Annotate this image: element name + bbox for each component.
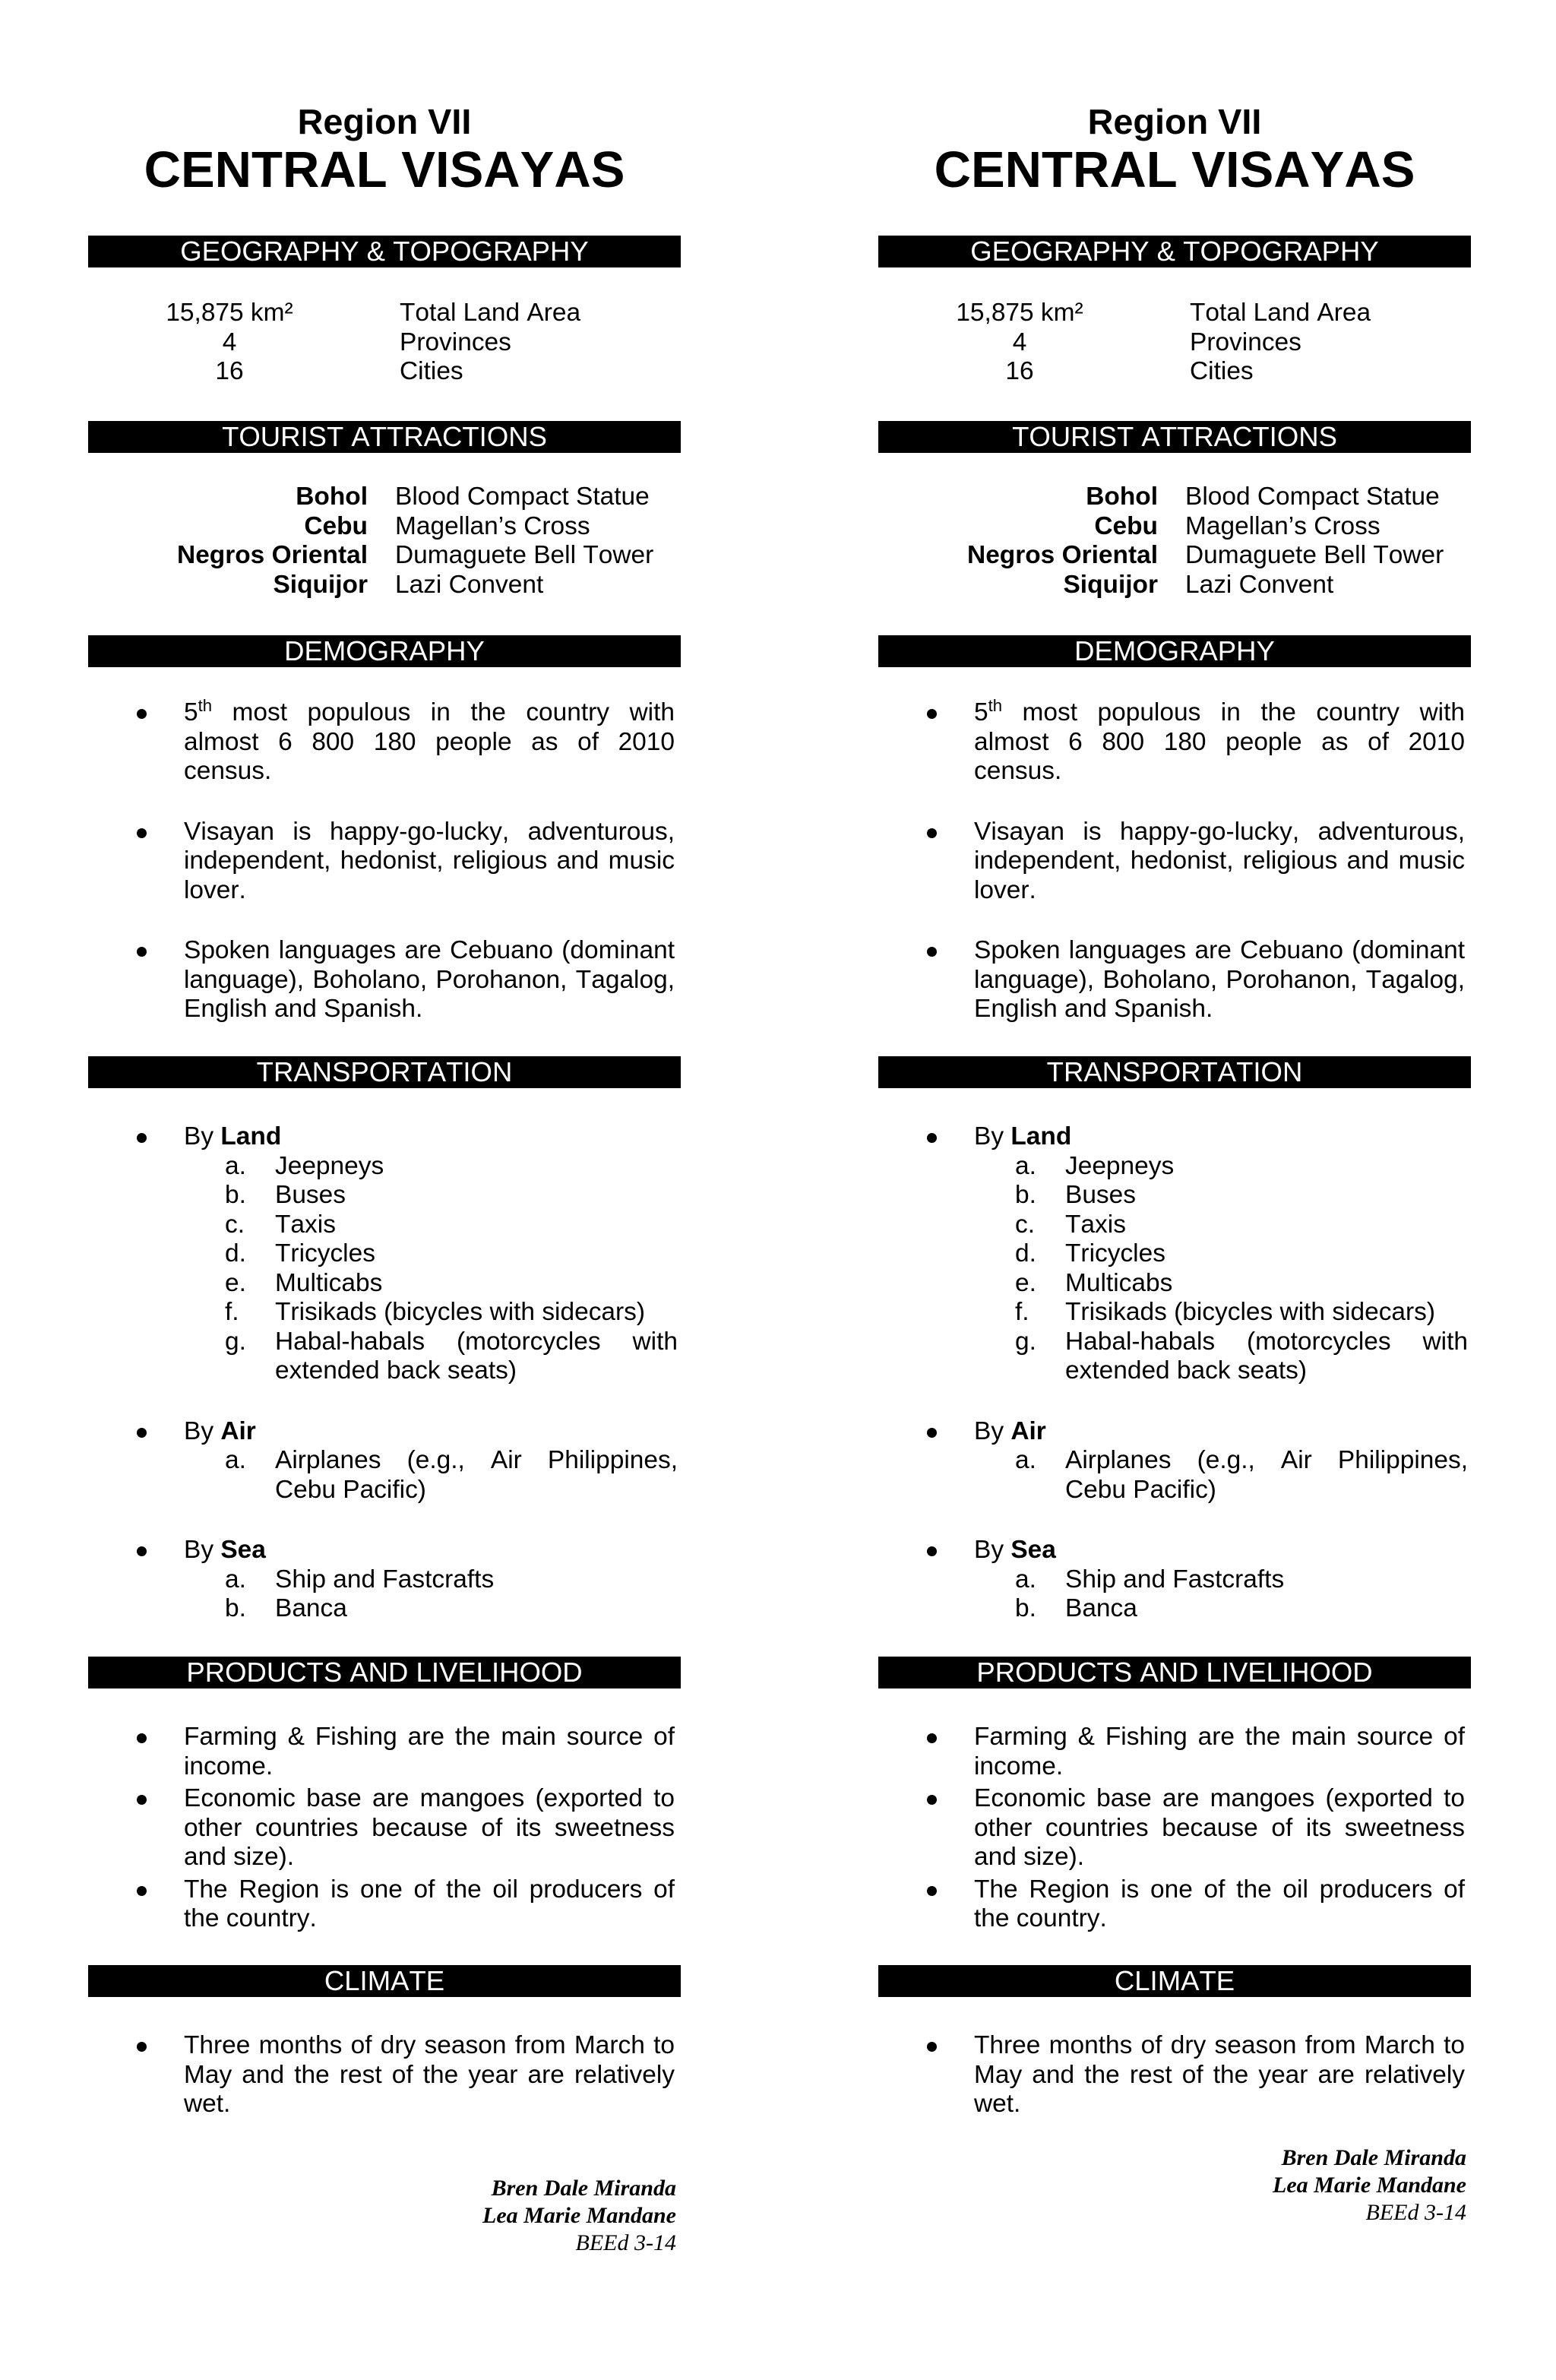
transport-option bbox=[225, 1327, 678, 1386]
province-name: Negros Oriental bbox=[177, 541, 368, 569]
transport-mode-land bbox=[184, 1122, 678, 1386]
point-text: most populous in the country with almost 6 800 180 people as of 2010 census. bbox=[974, 698, 1465, 785]
option-marker: b. bbox=[225, 1594, 246, 1622]
geo-value: 15,875 km² bbox=[166, 299, 293, 327]
option-marker: a. bbox=[225, 1446, 246, 1474]
region-name-title: CENTRAL VISAYAS bbox=[934, 141, 1415, 198]
climate-list bbox=[974, 2031, 1465, 2119]
option-text: Trisikads (bicycles with sidecars) bbox=[1065, 1298, 1436, 1326]
ordinal-number: 5 bbox=[184, 698, 198, 726]
product-point: Farming & Fishing are the main source of income. bbox=[974, 1723, 1465, 1780]
transport-option bbox=[225, 1298, 678, 1328]
geo-value: 15,875 km² bbox=[956, 299, 1083, 327]
mode-name: Land bbox=[1010, 1122, 1072, 1150]
section-header-climate: CLIMATE bbox=[88, 1965, 681, 1997]
option-text: Banca bbox=[1065, 1594, 1137, 1622]
ordinal-suffix: th bbox=[988, 695, 1003, 715]
option-text: Taxis bbox=[1065, 1210, 1126, 1239]
section-header-tourist-attractions: TOURIST ATTRACTIONS bbox=[88, 421, 681, 453]
geo-row bbox=[88, 328, 681, 358]
option-text: Habal-habals (motorcycles with extended back seats) bbox=[1065, 1327, 1468, 1385]
province-name: Bohol bbox=[1086, 483, 1158, 511]
section-header-transportation: TRANSPORTATION bbox=[88, 1056, 681, 1088]
transport-option bbox=[225, 1210, 678, 1240]
option-text: Airplanes (e.g., Air Philippines, Cebu Pacific) bbox=[1065, 1446, 1468, 1504]
product-point: The Region is one of the oil producers of the country. bbox=[184, 1875, 675, 1932]
mode-prefix: By bbox=[974, 1122, 1004, 1150]
mode-heading bbox=[184, 1417, 678, 1447]
attraction-row bbox=[878, 483, 1471, 512]
geo-row bbox=[878, 328, 1471, 358]
transport-mode-sea bbox=[974, 1536, 1468, 1624]
author-name: Bren Dale Miranda bbox=[1281, 2145, 1466, 2170]
option-marker: g. bbox=[1015, 1327, 1036, 1356]
geo-row bbox=[88, 357, 681, 387]
transportation-list bbox=[974, 1122, 1468, 1655]
option-marker: a. bbox=[1015, 1565, 1036, 1594]
transport-option bbox=[225, 1268, 678, 1299]
section-header-products: PRODUCTS AND LIVELIHOOD bbox=[878, 1657, 1471, 1688]
region-number: Region VII bbox=[1087, 102, 1262, 141]
section-header-demography: DEMOGRAPHY bbox=[878, 635, 1471, 667]
transportation-list bbox=[184, 1122, 678, 1655]
course-section: BEEd 3-14 bbox=[1365, 2200, 1466, 2225]
transport-option bbox=[1015, 1268, 1468, 1299]
point-text: Spoken languages are Cebuano (dominant language), Boholano, Porohanon, Tagalog, English and Spanish. bbox=[184, 936, 675, 1023]
demography-point bbox=[974, 936, 1465, 1024]
option-marker: b. bbox=[225, 1181, 246, 1209]
geography-facts bbox=[88, 299, 681, 387]
option-marker: b. bbox=[1015, 1181, 1036, 1209]
option-text: Multicabs bbox=[275, 1268, 383, 1297]
option-text: Tricycles bbox=[1065, 1239, 1165, 1268]
option-text: Ship and Fastcrafts bbox=[275, 1565, 495, 1594]
option-marker: e. bbox=[225, 1268, 246, 1297]
option-marker: a. bbox=[1015, 1151, 1036, 1180]
transport-option bbox=[1015, 1298, 1468, 1328]
section-header-geography: GEOGRAPHY & TOPOGRAPHY bbox=[878, 236, 1471, 267]
transport-option bbox=[1015, 1181, 1468, 1211]
option-text: Jeepneys bbox=[1065, 1151, 1175, 1180]
demography-list bbox=[974, 695, 1465, 1055]
option-text: Tricycles bbox=[275, 1239, 375, 1268]
transport-option bbox=[1015, 1210, 1468, 1240]
province-name: Negros Oriental bbox=[967, 541, 1158, 569]
geo-row bbox=[88, 299, 681, 328]
product-point: Economic base are mangoes (exported to other countries because of its sweetness and size). bbox=[184, 1784, 675, 1871]
product-point: Farming & Fishing are the main source of income. bbox=[184, 1723, 675, 1780]
demography-point bbox=[974, 818, 1465, 906]
section-header-products: PRODUCTS AND LIVELIHOOD bbox=[88, 1657, 681, 1688]
demography-point bbox=[184, 695, 675, 786]
transport-options bbox=[1015, 1446, 1468, 1505]
attraction-name: Magellan’s Cross bbox=[1185, 511, 1380, 540]
products-list bbox=[184, 1723, 675, 1937]
course-section: BEEd 3-14 bbox=[575, 2230, 676, 2255]
mode-prefix: By bbox=[974, 1536, 1004, 1564]
product-point: The Region is one of the oil producers of the country. bbox=[974, 1875, 1465, 1932]
mode-heading bbox=[184, 1122, 678, 1152]
transport-option bbox=[225, 1446, 678, 1505]
demography-point bbox=[974, 695, 1465, 786]
ordinal-number: 5 bbox=[974, 698, 988, 726]
climate-point: Three months of dry season from March to May and the rest of the year are relatively wet. bbox=[974, 2031, 1465, 2118]
mode-heading bbox=[974, 1417, 1468, 1447]
handout-column-right bbox=[878, 0, 1471, 2380]
option-text: Trisikads (bicycles with sidecars) bbox=[275, 1298, 646, 1326]
attraction-name: Lazi Convent bbox=[395, 570, 544, 599]
product-point: Economic base are mangoes (exported to other countries because of its sweetness and size). bbox=[974, 1784, 1465, 1871]
demography-point bbox=[184, 818, 675, 906]
option-text: Taxis bbox=[275, 1210, 336, 1239]
attraction-row bbox=[88, 512, 681, 542]
point-text: Visayan is happy-go-lucky, adventurous, independent, hedonist, religious and music lover. bbox=[184, 817, 675, 904]
transport-options bbox=[1015, 1151, 1468, 1386]
transport-options bbox=[225, 1565, 678, 1624]
mode-prefix: By bbox=[184, 1122, 214, 1150]
author-name: Lea Marie Mandane bbox=[1273, 2173, 1466, 2198]
option-marker: e. bbox=[1015, 1268, 1036, 1297]
products-list bbox=[974, 1723, 1465, 1937]
option-marker: f. bbox=[1015, 1298, 1029, 1326]
transport-mode-sea bbox=[184, 1536, 678, 1624]
section-header-transportation: TRANSPORTATION bbox=[878, 1056, 1471, 1088]
option-marker: a. bbox=[225, 1565, 246, 1594]
tourist-attractions-table bbox=[878, 483, 1471, 600]
option-marker: g. bbox=[225, 1327, 246, 1356]
transport-option bbox=[1015, 1151, 1468, 1182]
transport-option bbox=[225, 1239, 678, 1269]
transport-option bbox=[1015, 1565, 1468, 1595]
mode-prefix: By bbox=[184, 1416, 214, 1445]
ordinal-suffix: th bbox=[198, 695, 213, 715]
author-name: Lea Marie Mandane bbox=[482, 2203, 676, 2228]
mode-name: Sea bbox=[1010, 1536, 1056, 1564]
mode-heading bbox=[974, 1122, 1468, 1152]
option-marker: c. bbox=[225, 1210, 245, 1239]
option-text: Habal-habals (motorcycles with extended back seats) bbox=[275, 1327, 678, 1385]
transport-options bbox=[225, 1446, 678, 1505]
geo-value: 4 bbox=[222, 328, 237, 356]
mode-name: Sea bbox=[220, 1536, 266, 1564]
option-marker: b. bbox=[1015, 1594, 1036, 1622]
geo-value: 16 bbox=[1005, 357, 1034, 385]
geo-label: Total Land Area bbox=[1190, 299, 1371, 327]
province-name: Cebu bbox=[1094, 511, 1158, 540]
attraction-row bbox=[88, 571, 681, 600]
mode-prefix: By bbox=[184, 1536, 214, 1564]
author-credits bbox=[1273, 2144, 1466, 2227]
attraction-name: Dumaguete Bell Tower bbox=[395, 541, 654, 569]
attraction-row bbox=[878, 512, 1471, 542]
mode-name: Air bbox=[1010, 1416, 1046, 1445]
geo-value: 4 bbox=[1012, 328, 1027, 356]
option-text: Buses bbox=[275, 1181, 346, 1209]
attraction-row bbox=[878, 541, 1471, 571]
geo-row bbox=[878, 357, 1471, 387]
tourist-attractions-table bbox=[88, 483, 681, 600]
section-header-demography: DEMOGRAPHY bbox=[88, 635, 681, 667]
option-text: Ship and Fastcrafts bbox=[1065, 1565, 1285, 1594]
attraction-name: Lazi Convent bbox=[1185, 570, 1334, 599]
point-text: Visayan is happy-go-lucky, adventurous, independent, hedonist, religious and music lover. bbox=[974, 817, 1465, 904]
demography-list bbox=[184, 695, 675, 1055]
option-marker: a. bbox=[225, 1151, 246, 1180]
transport-option bbox=[1015, 1239, 1468, 1269]
region-number: Region VII bbox=[297, 102, 472, 141]
option-marker: d. bbox=[225, 1239, 246, 1268]
province-name: Siquijor bbox=[273, 570, 368, 599]
option-marker: f. bbox=[225, 1298, 239, 1326]
mode-heading bbox=[184, 1536, 678, 1565]
geo-label: Total Land Area bbox=[400, 299, 581, 327]
attraction-name: Blood Compact Statue bbox=[395, 483, 650, 511]
climate-point: Three months of dry season from March to May and the rest of the year are relatively wet. bbox=[184, 2031, 675, 2118]
transport-mode-air bbox=[184, 1417, 678, 1505]
geo-value: 16 bbox=[215, 357, 244, 385]
transport-option bbox=[1015, 1327, 1468, 1386]
transport-option bbox=[225, 1594, 678, 1624]
geography-facts bbox=[878, 299, 1471, 387]
transport-mode-land bbox=[974, 1122, 1468, 1386]
mode-heading bbox=[974, 1536, 1468, 1565]
transport-options bbox=[1015, 1565, 1468, 1624]
transport-options bbox=[225, 1151, 678, 1386]
transport-option bbox=[225, 1151, 678, 1182]
handout-column-left bbox=[88, 0, 681, 2380]
attraction-row bbox=[88, 483, 681, 512]
section-header-geography: GEOGRAPHY & TOPOGRAPHY bbox=[88, 236, 681, 267]
section-header-climate: CLIMATE bbox=[878, 1965, 1471, 1997]
geo-row bbox=[878, 299, 1471, 328]
geo-label: Provinces bbox=[1190, 328, 1301, 356]
attraction-row bbox=[878, 571, 1471, 600]
option-marker: c. bbox=[1015, 1210, 1036, 1239]
geo-label: Cities bbox=[400, 357, 463, 385]
transport-mode-air bbox=[974, 1417, 1468, 1505]
province-name: Cebu bbox=[304, 511, 368, 540]
transport-option bbox=[1015, 1594, 1468, 1624]
section-header-tourist-attractions: TOURIST ATTRACTIONS bbox=[878, 421, 1471, 453]
attraction-name: Magellan’s Cross bbox=[395, 511, 590, 540]
point-text: Spoken languages are Cebuano (dominant language), Boholano, Porohanon, Tagalog, English and Spanish. bbox=[974, 936, 1465, 1023]
geo-label: Provinces bbox=[400, 328, 511, 356]
author-name: Bren Dale Miranda bbox=[491, 2176, 676, 2201]
option-text: Airplanes (e.g., Air Philippines, Cebu Pacific) bbox=[275, 1446, 678, 1504]
region-name-title: CENTRAL VISAYAS bbox=[144, 141, 625, 198]
mode-name: Air bbox=[220, 1416, 256, 1445]
author-credits bbox=[482, 2175, 676, 2257]
demography-point bbox=[184, 936, 675, 1024]
geo-label: Cities bbox=[1190, 357, 1254, 385]
province-name: Bohol bbox=[296, 483, 368, 511]
climate-list bbox=[184, 2031, 675, 2119]
attraction-name: Blood Compact Statue bbox=[1185, 483, 1440, 511]
transport-option bbox=[1015, 1446, 1468, 1505]
option-text: Multicabs bbox=[1065, 1268, 1173, 1297]
attraction-row bbox=[88, 541, 681, 571]
attraction-name: Dumaguete Bell Tower bbox=[1185, 541, 1444, 569]
option-marker: a. bbox=[1015, 1446, 1036, 1474]
option-text: Buses bbox=[1065, 1181, 1136, 1209]
province-name: Siquijor bbox=[1063, 570, 1158, 599]
transport-option bbox=[225, 1565, 678, 1595]
transport-option bbox=[225, 1181, 678, 1211]
option-text: Jeepneys bbox=[275, 1151, 384, 1180]
mode-prefix: By bbox=[974, 1416, 1004, 1445]
option-text: Banca bbox=[275, 1594, 347, 1622]
option-marker: d. bbox=[1015, 1239, 1036, 1268]
point-text: most populous in the country with almost 6 800 180 people as of 2010 census. bbox=[184, 698, 675, 785]
mode-name: Land bbox=[220, 1122, 282, 1150]
